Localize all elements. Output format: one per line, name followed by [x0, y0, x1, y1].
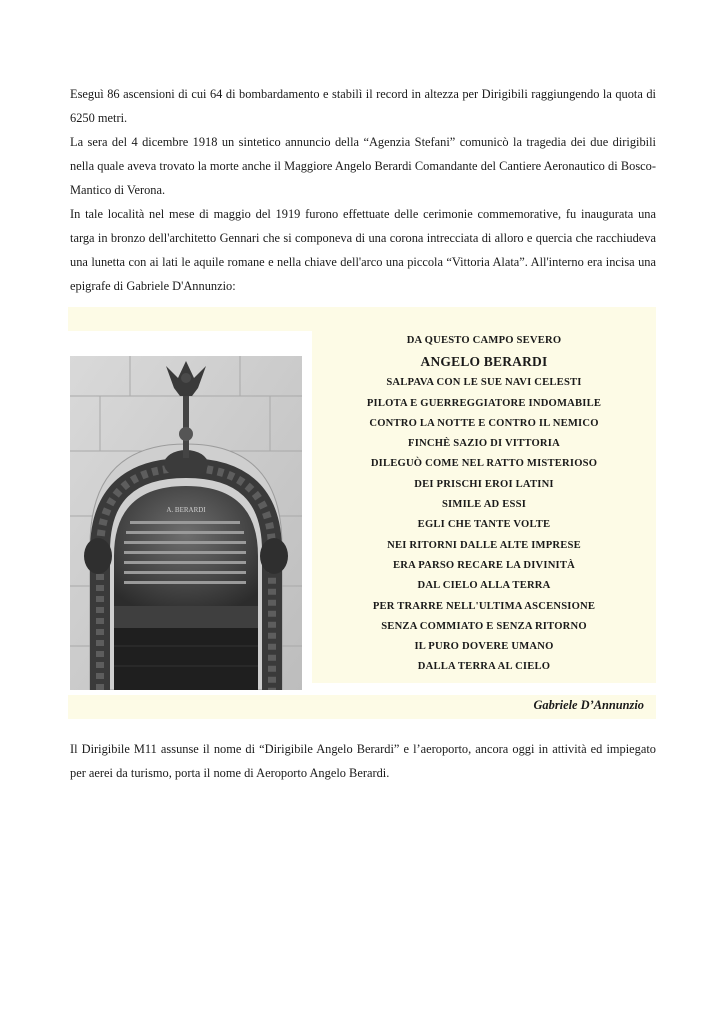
epigraph-line: DA QUESTO CAMPO SEVERO	[406, 335, 562, 346]
epigraph-line: EGLI CHE TANTE VOLTE	[417, 519, 551, 531]
epigraph-line: PILOTA E GUERREGGIATORE INDOMABILE	[366, 397, 602, 409]
epigraph-line: SALPAVA CON LE SUE NAVI CELESTI	[386, 377, 582, 389]
epigraph-line: IL PURO DOVERE UMANO	[414, 641, 554, 653]
epigraph-line: ERA PARSO RECARE LA DIVINITÀ	[393, 559, 575, 571]
bronze-plaque-photo	[70, 356, 302, 690]
epigraph-line: SENZA COMMIATO E SENZA RITORNO	[381, 620, 587, 632]
plaque-inscription: A. BERARDI	[166, 506, 206, 514]
epigraph-line: NEI RITORNI DALLE ALTE IMPRESE	[387, 539, 581, 551]
plaque-illustration	[70, 356, 302, 690]
epigraph-line: PER TRARRE NELL'ULTIMA ASCENSIONE	[372, 600, 596, 612]
paragraph-ascensions: Eseguì 86 ascensioni di cui 64 di bombardamento e stabilì il record in altezza per Dirigibili raggiungendo la quota di 6250 metri.	[70, 87, 656, 125]
epigraph-line: DILEGUÒ COME NEL RATTO MISTERIOSO	[370, 458, 598, 470]
paragraph-tragedy: La sera del 4 dicembre 1918 un sintetico annuncio della “Agenzia Stefani” comunicò la tragedia dei due dirigibili nella quale aveva trovato la morte anche il Maggiore Angelo Berardi Comandante del Cantiere Aeronautico di Bosco-Mantico di Verona.	[70, 135, 656, 197]
epigraph-line: DALLA TERRA AL CIELO	[417, 661, 551, 673]
epigraph-line: DEI PRISCHI EROI LATINI	[414, 478, 554, 490]
epigraph-signature: Gabriele D’Annunzio	[533, 698, 644, 712]
epigraph-line: SIMILE AD ESSI	[441, 499, 527, 511]
highlight-band-top	[68, 307, 656, 331]
paragraph-ceremony: In tale località nel mese di maggio del 1919 furono effettuate delle cerimonie commemorative, fu inaugurata una targa in bronzo dell'architetto Gennari che si componeva di una corona intrecciata di alloro e quercia che racchiudeva una lunetta con ai lati le aquile romane e nella chiave dell'arco una piccola “Vittoria Alata”. All'interno era incisa una epigrafe di Gabriele D'Annunzio:	[70, 207, 656, 293]
epigraph-line: DAL CIELO ALLA TERRA	[417, 580, 551, 592]
epigraph-line-name: ANGELO BERARDI	[420, 354, 548, 370]
epigraph-line: CONTRO LA NOTTE E CONTRO IL NEMICO	[369, 417, 599, 429]
paragraph-airport: Il Dirigibile M11 assunse il nome di “Dirigibile Angelo Berardi” e l’aeroporto, ancora oggi in attività ed impiegato per aerei da turismo, porta il nome di Aeroporto Angelo Berardi.	[70, 742, 656, 780]
epigraph-line: FINCHÈ SAZIO DI VITTORIA	[408, 438, 560, 450]
epigraph-text	[312, 331, 656, 678]
